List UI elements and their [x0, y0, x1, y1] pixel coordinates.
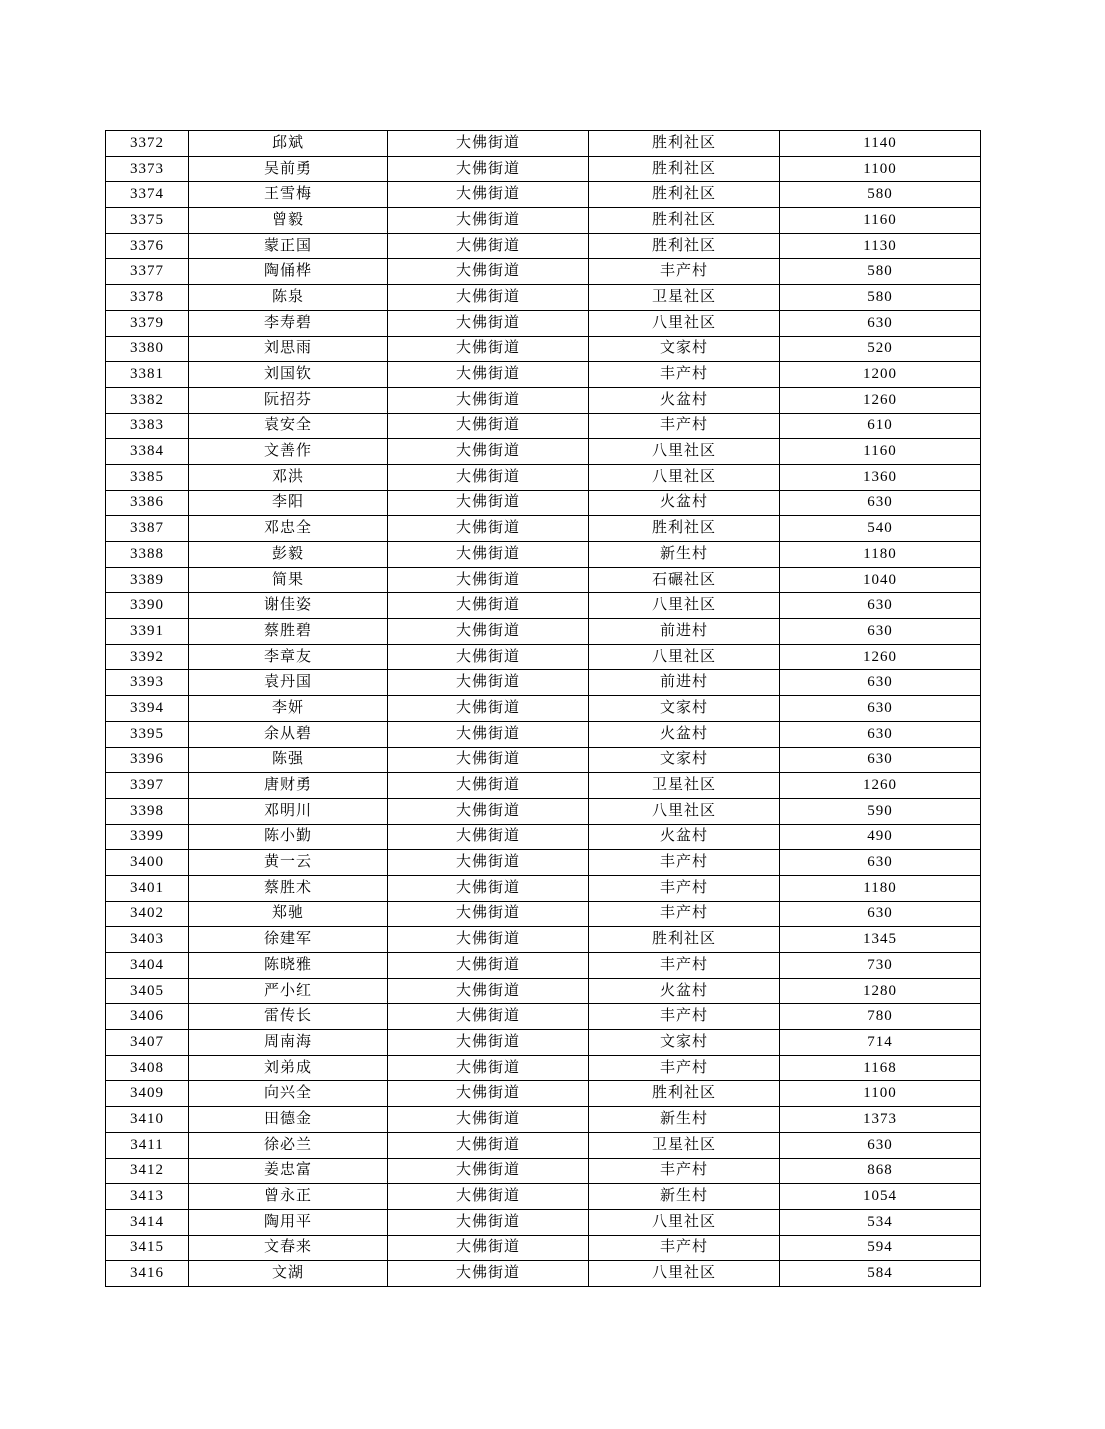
- table-cell-street: 大佛街道: [388, 1107, 589, 1133]
- table-cell-name: 刘弟成: [189, 1055, 388, 1081]
- table-cell-amount: 610: [780, 413, 981, 439]
- table-cell-street: 大佛街道: [388, 464, 589, 490]
- table-cell-village: 卫星社区: [589, 773, 780, 799]
- table-cell-id: 3415: [106, 1235, 189, 1261]
- table-row: [106, 233, 981, 259]
- table-row: [106, 593, 981, 619]
- table-cell-amount: 1040: [780, 567, 981, 593]
- table-row: [106, 387, 981, 413]
- table-cell-street: 大佛街道: [388, 1158, 589, 1184]
- table-cell-street: 大佛街道: [388, 1261, 589, 1287]
- table-cell-id: 3388: [106, 542, 189, 568]
- table-cell-street: 大佛街道: [388, 233, 589, 259]
- table-cell-id: 3403: [106, 927, 189, 953]
- table-cell-name: 陈强: [189, 747, 388, 773]
- table-cell-name: 邱斌: [189, 131, 388, 157]
- table-cell-name: 陈泉: [189, 285, 388, 311]
- table-cell-name: 陈小勤: [189, 824, 388, 850]
- table-cell-id: 3402: [106, 901, 189, 927]
- table-cell-id: 3408: [106, 1055, 189, 1081]
- table-cell-street: 大佛街道: [388, 1081, 589, 1107]
- table-cell-id: 3373: [106, 156, 189, 182]
- table-cell-street: 大佛街道: [388, 542, 589, 568]
- table-cell-street: 大佛街道: [388, 516, 589, 542]
- table-cell-amount: 1180: [780, 542, 981, 568]
- table-row: [106, 850, 981, 876]
- table-row: [106, 131, 981, 157]
- table-cell-street: 大佛街道: [388, 978, 589, 1004]
- table-cell-name: 文春来: [189, 1235, 388, 1261]
- table-cell-village: 丰产村: [589, 850, 780, 876]
- table-cell-street: 大佛街道: [388, 798, 589, 824]
- table-cell-village: 丰产村: [589, 1235, 780, 1261]
- table-cell-amount: 1160: [780, 208, 981, 234]
- table-cell-name: 彭毅: [189, 542, 388, 568]
- table-row: [106, 670, 981, 696]
- table-cell-street: 大佛街道: [388, 901, 589, 927]
- table-cell-street: 大佛街道: [388, 824, 589, 850]
- table-cell-id: 3398: [106, 798, 189, 824]
- table-cell-amount: 1260: [780, 773, 981, 799]
- table-cell-id: 3404: [106, 953, 189, 979]
- table-cell-amount: 630: [780, 1132, 981, 1158]
- table-cell-amount: 584: [780, 1261, 981, 1287]
- table-cell-name: 曾毅: [189, 208, 388, 234]
- table-cell-name: 严小红: [189, 978, 388, 1004]
- table-cell-street: 大佛街道: [388, 259, 589, 285]
- table-cell-village: 丰产村: [589, 413, 780, 439]
- table-cell-village: 丰产村: [589, 1158, 780, 1184]
- table-cell-name: 陈晓雅: [189, 953, 388, 979]
- table-cell-village: 胜利社区: [589, 156, 780, 182]
- table-cell-name: 陶俑桦: [189, 259, 388, 285]
- table-cell-id: 3390: [106, 593, 189, 619]
- table-cell-village: 胜利社区: [589, 208, 780, 234]
- table-cell-id: 3396: [106, 747, 189, 773]
- table-cell-id: 3414: [106, 1209, 189, 1235]
- table-cell-street: 大佛街道: [388, 721, 589, 747]
- table-cell-id: 3383: [106, 413, 189, 439]
- table-cell-amount: 730: [780, 953, 981, 979]
- table-cell-village: 胜利社区: [589, 182, 780, 208]
- table-cell-village: 火盆村: [589, 721, 780, 747]
- table-cell-amount: 1280: [780, 978, 981, 1004]
- table-cell-village: 胜利社区: [589, 131, 780, 157]
- table-cell-amount: 580: [780, 285, 981, 311]
- table-row: [106, 464, 981, 490]
- table-cell-amount: 1168: [780, 1055, 981, 1081]
- table-cell-village: 八里社区: [589, 593, 780, 619]
- table-cell-street: 大佛街道: [388, 1209, 589, 1235]
- table-cell-id: 3406: [106, 1004, 189, 1030]
- table-cell-village: 八里社区: [589, 798, 780, 824]
- table-cell-amount: 1200: [780, 362, 981, 388]
- table-cell-name: 周南海: [189, 1030, 388, 1056]
- table-cell-street: 大佛街道: [388, 567, 589, 593]
- table-cell-amount: 630: [780, 593, 981, 619]
- table-cell-village: 前进村: [589, 670, 780, 696]
- roster-table: [105, 130, 981, 1287]
- table-cell-village: 卫星社区: [589, 1132, 780, 1158]
- table-row: [106, 824, 981, 850]
- table-row: [106, 901, 981, 927]
- table-cell-id: 3375: [106, 208, 189, 234]
- table-cell-amount: 630: [780, 850, 981, 876]
- table-cell-amount: 630: [780, 721, 981, 747]
- table-row: [106, 644, 981, 670]
- table-row: [106, 1081, 981, 1107]
- table-cell-village: 卫星社区: [589, 285, 780, 311]
- table-cell-name: 徐必兰: [189, 1132, 388, 1158]
- table-cell-id: 3392: [106, 644, 189, 670]
- table-cell-village: 胜利社区: [589, 1081, 780, 1107]
- table-row: [106, 721, 981, 747]
- table-cell-village: 火盆村: [589, 824, 780, 850]
- table-cell-amount: 534: [780, 1209, 981, 1235]
- table-cell-id: 3411: [106, 1132, 189, 1158]
- table-cell-village: 文家村: [589, 336, 780, 362]
- table-cell-amount: 520: [780, 336, 981, 362]
- table-cell-village: 八里社区: [589, 1261, 780, 1287]
- table-cell-id: 3413: [106, 1184, 189, 1210]
- table-cell-id: 3393: [106, 670, 189, 696]
- table-cell-name: 邓洪: [189, 464, 388, 490]
- table-cell-name: 李阳: [189, 490, 388, 516]
- table-cell-name: 余从碧: [189, 721, 388, 747]
- table-cell-village: 文家村: [589, 1030, 780, 1056]
- table-cell-village: 前进村: [589, 619, 780, 645]
- table-cell-village: 丰产村: [589, 362, 780, 388]
- table-cell-name: 李妍: [189, 696, 388, 722]
- table-cell-id: 3382: [106, 387, 189, 413]
- table-row: [106, 1004, 981, 1030]
- table-cell-street: 大佛街道: [388, 1132, 589, 1158]
- table-cell-amount: 590: [780, 798, 981, 824]
- table-cell-amount: 1260: [780, 644, 981, 670]
- table-cell-amount: 580: [780, 259, 981, 285]
- table-cell-amount: 868: [780, 1158, 981, 1184]
- roster-table-body: [106, 131, 981, 1287]
- table-cell-street: 大佛街道: [388, 208, 589, 234]
- table-cell-id: 3407: [106, 1030, 189, 1056]
- table-cell-id: 3416: [106, 1261, 189, 1287]
- table-cell-village: 丰产村: [589, 259, 780, 285]
- table-cell-amount: 630: [780, 901, 981, 927]
- table-cell-id: 3394: [106, 696, 189, 722]
- table-row: [106, 953, 981, 979]
- table-row: [106, 1132, 981, 1158]
- table-cell-amount: 630: [780, 310, 981, 336]
- table-row: [106, 1209, 981, 1235]
- table-cell-name: 谢佳姿: [189, 593, 388, 619]
- table-cell-amount: 490: [780, 824, 981, 850]
- table-cell-amount: 1140: [780, 131, 981, 157]
- table-cell-street: 大佛街道: [388, 619, 589, 645]
- table-cell-amount: 714: [780, 1030, 981, 1056]
- table-row: [106, 1107, 981, 1133]
- table-cell-name: 雷传长: [189, 1004, 388, 1030]
- table-cell-amount: 540: [780, 516, 981, 542]
- table-cell-name: 黄一云: [189, 850, 388, 876]
- table-cell-id: 3410: [106, 1107, 189, 1133]
- table-cell-street: 大佛街道: [388, 285, 589, 311]
- table-row: [106, 1158, 981, 1184]
- table-cell-name: 陶用平: [189, 1209, 388, 1235]
- table-cell-id: 3372: [106, 131, 189, 157]
- table-cell-name: 蔡胜碧: [189, 619, 388, 645]
- table-row: [106, 747, 981, 773]
- table-cell-village: 文家村: [589, 696, 780, 722]
- table-cell-name: 郑驰: [189, 901, 388, 927]
- table-cell-name: 刘思雨: [189, 336, 388, 362]
- table-cell-village: 火盆村: [589, 490, 780, 516]
- table-row: [106, 182, 981, 208]
- table-cell-street: 大佛街道: [388, 362, 589, 388]
- table-cell-name: 刘国钦: [189, 362, 388, 388]
- table-row: [106, 310, 981, 336]
- table-cell-village: 胜利社区: [589, 233, 780, 259]
- table-cell-name: 向兴全: [189, 1081, 388, 1107]
- table-cell-name: 文湖: [189, 1261, 388, 1287]
- table-cell-street: 大佛街道: [388, 644, 589, 670]
- table-cell-amount: 594: [780, 1235, 981, 1261]
- table-cell-amount: 580: [780, 182, 981, 208]
- table-row: [106, 1261, 981, 1287]
- table-cell-name: 邓明川: [189, 798, 388, 824]
- table-row: [106, 619, 981, 645]
- table-cell-amount: 780: [780, 1004, 981, 1030]
- table-cell-id: 3397: [106, 773, 189, 799]
- table-cell-village: 八里社区: [589, 644, 780, 670]
- table-cell-id: 3380: [106, 336, 189, 362]
- table-cell-amount: 630: [780, 490, 981, 516]
- table-cell-amount: 1130: [780, 233, 981, 259]
- table-cell-street: 大佛街道: [388, 875, 589, 901]
- table-cell-name: 唐财勇: [189, 773, 388, 799]
- table-row: [106, 773, 981, 799]
- table-cell-street: 大佛街道: [388, 310, 589, 336]
- table-row: [106, 696, 981, 722]
- table-cell-name: 邓忠全: [189, 516, 388, 542]
- table-cell-amount: 630: [780, 670, 981, 696]
- table-row: [106, 1055, 981, 1081]
- table-cell-street: 大佛街道: [388, 1184, 589, 1210]
- table-row: [106, 798, 981, 824]
- table-cell-name: 阮招芬: [189, 387, 388, 413]
- table-cell-name: 曾永正: [189, 1184, 388, 1210]
- table-row: [106, 978, 981, 1004]
- table-cell-village: 丰产村: [589, 1055, 780, 1081]
- table-cell-name: 简果: [189, 567, 388, 593]
- table-row: [106, 1184, 981, 1210]
- table-cell-id: 3400: [106, 850, 189, 876]
- table-row: [106, 413, 981, 439]
- table-cell-village: 八里社区: [589, 310, 780, 336]
- table-cell-id: 3385: [106, 464, 189, 490]
- table-cell-id: 3405: [106, 978, 189, 1004]
- table-cell-street: 大佛街道: [388, 747, 589, 773]
- table-cell-village: 新生村: [589, 542, 780, 568]
- table-cell-village: 火盆村: [589, 387, 780, 413]
- table-cell-id: 3389: [106, 567, 189, 593]
- table-cell-amount: 1345: [780, 927, 981, 953]
- table-cell-street: 大佛街道: [388, 1235, 589, 1261]
- table-cell-name: 袁丹国: [189, 670, 388, 696]
- table-cell-street: 大佛街道: [388, 413, 589, 439]
- table-cell-street: 大佛街道: [388, 156, 589, 182]
- table-cell-amount: 630: [780, 747, 981, 773]
- table-cell-street: 大佛街道: [388, 336, 589, 362]
- table-cell-village: 丰产村: [589, 953, 780, 979]
- table-cell-village: 八里社区: [589, 464, 780, 490]
- table-cell-street: 大佛街道: [388, 1004, 589, 1030]
- table-cell-village: 火盆村: [589, 978, 780, 1004]
- table-cell-id: 3399: [106, 824, 189, 850]
- table-cell-street: 大佛街道: [388, 439, 589, 465]
- table-cell-street: 大佛街道: [388, 387, 589, 413]
- table-cell-village: 文家村: [589, 747, 780, 773]
- table-row: [106, 542, 981, 568]
- table-row: [106, 285, 981, 311]
- table-row: [106, 1030, 981, 1056]
- table-cell-id: 3387: [106, 516, 189, 542]
- table-cell-street: 大佛街道: [388, 927, 589, 953]
- table-cell-village: 丰产村: [589, 901, 780, 927]
- table-cell-street: 大佛街道: [388, 131, 589, 157]
- table-cell-id: 3409: [106, 1081, 189, 1107]
- table-cell-name: 田德金: [189, 1107, 388, 1133]
- table-cell-name: 徐建军: [189, 927, 388, 953]
- table-cell-village: 丰产村: [589, 1004, 780, 1030]
- table-cell-street: 大佛街道: [388, 490, 589, 516]
- table-cell-id: 3379: [106, 310, 189, 336]
- table-cell-id: 3374: [106, 182, 189, 208]
- table-cell-village: 胜利社区: [589, 516, 780, 542]
- table-row: [106, 439, 981, 465]
- table-cell-id: 3377: [106, 259, 189, 285]
- table-cell-name: 袁安全: [189, 413, 388, 439]
- table-cell-amount: 1100: [780, 156, 981, 182]
- table-cell-name: 吴前勇: [189, 156, 388, 182]
- table-cell-amount: 1260: [780, 387, 981, 413]
- table-row: [106, 490, 981, 516]
- table-cell-street: 大佛街道: [388, 696, 589, 722]
- table-row: [106, 927, 981, 953]
- table-row: [106, 516, 981, 542]
- table-cell-amount: 630: [780, 619, 981, 645]
- table-cell-street: 大佛街道: [388, 1030, 589, 1056]
- table-cell-amount: 1373: [780, 1107, 981, 1133]
- table-cell-street: 大佛街道: [388, 182, 589, 208]
- table-cell-street: 大佛街道: [388, 670, 589, 696]
- table-cell-name: 王雪梅: [189, 182, 388, 208]
- table-row: [106, 259, 981, 285]
- table-cell-name: 蒙正国: [189, 233, 388, 259]
- table-cell-village: 丰产村: [589, 875, 780, 901]
- table-cell-id: 3391: [106, 619, 189, 645]
- table-cell-street: 大佛街道: [388, 850, 589, 876]
- table-row: [106, 875, 981, 901]
- table-cell-village: 胜利社区: [589, 927, 780, 953]
- table-cell-id: 3376: [106, 233, 189, 259]
- table-row: [106, 362, 981, 388]
- table-cell-amount: 1180: [780, 875, 981, 901]
- table-cell-id: 3412: [106, 1158, 189, 1184]
- table-row: [106, 336, 981, 362]
- table-row: [106, 208, 981, 234]
- table-cell-amount: 630: [780, 696, 981, 722]
- table-cell-village: 石碾社区: [589, 567, 780, 593]
- table-cell-amount: 1054: [780, 1184, 981, 1210]
- table-cell-name: 文善作: [189, 439, 388, 465]
- table-cell-id: 3386: [106, 490, 189, 516]
- table-cell-village: 新生村: [589, 1184, 780, 1210]
- table-cell-id: 3384: [106, 439, 189, 465]
- table-cell-name: 李章友: [189, 644, 388, 670]
- table-cell-name: 姜忠富: [189, 1158, 388, 1184]
- table-cell-name: 蔡胜术: [189, 875, 388, 901]
- table-cell-street: 大佛街道: [388, 953, 589, 979]
- table-cell-amount: 1160: [780, 439, 981, 465]
- table-cell-village: 新生村: [589, 1107, 780, 1133]
- table-cell-street: 大佛街道: [388, 1055, 589, 1081]
- table-cell-amount: 1100: [780, 1081, 981, 1107]
- table-cell-name: 李寿碧: [189, 310, 388, 336]
- table-row: [106, 156, 981, 182]
- table-cell-id: 3395: [106, 721, 189, 747]
- table-row: [106, 1235, 981, 1261]
- table-cell-street: 大佛街道: [388, 593, 589, 619]
- table-row: [106, 567, 981, 593]
- table-cell-amount: 1360: [780, 464, 981, 490]
- table-cell-id: 3401: [106, 875, 189, 901]
- table-cell-village: 八里社区: [589, 1209, 780, 1235]
- table-cell-id: 3378: [106, 285, 189, 311]
- table-cell-street: 大佛街道: [388, 773, 589, 799]
- table-cell-id: 3381: [106, 362, 189, 388]
- table-cell-village: 八里社区: [589, 439, 780, 465]
